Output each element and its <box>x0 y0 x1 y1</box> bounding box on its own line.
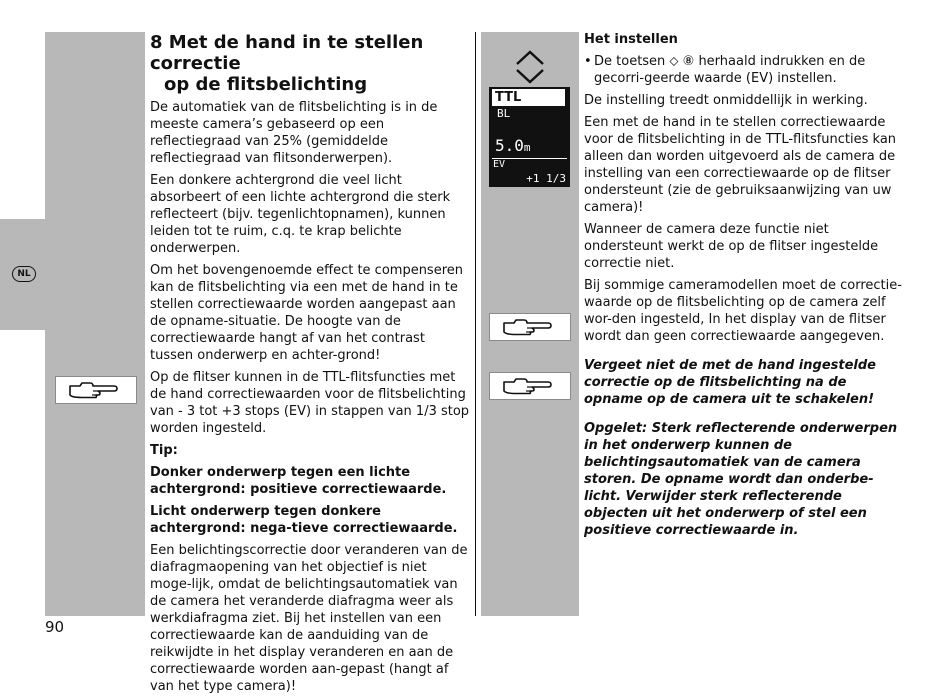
immediate-paragraph: De instelling treedt onmiddellijk in werking. <box>584 93 868 108</box>
flash-lcd-display <box>489 87 570 187</box>
display-distance <box>495 136 531 155</box>
reset-note: Vergeet niet de met de hand ingestelde correctie op de flitsbelichting na de opname op de camera uit te schakelen! <box>584 358 876 407</box>
tip-light-subject: Licht onderwerp tegen donkere achtergrond: nega-tieve correctiewaarde. <box>150 504 458 536</box>
distance-value: 5.0 <box>495 136 524 155</box>
range-paragraph: Op de flitser kunnen in de TTL-flitsfuncties met de hand correctiewaarden voor de flitsbelichting van - 3 tot +3 stops (EV) in stappen van 1/3 stop worden ingesteld. <box>150 370 470 436</box>
tip-pointing-hand-icon <box>55 376 137 404</box>
bullet-text: De toetsen ⬦ ⑧ herhaald indrukken en de gecorri-geerde waarde (EV) instellen. <box>594 54 866 86</box>
heading-line-2: op de flitsbelichting <box>164 74 368 95</box>
note-pointing-hand-icon <box>489 313 571 341</box>
left-margin-column <box>45 32 145 616</box>
left-text-column <box>150 32 472 700</box>
setting-bullet <box>584 53 906 87</box>
column-divider <box>475 32 476 616</box>
compensation-paragraph: Om het bovengenoemde effect te compenseren kan de flitsbelichting via een met de hand in te stellen correctiewaarde worden aangepast aan de opname-situatie. De hoogte van de correctiewaarde hangt af van het contrast tussen onderwerp en achter-grond! <box>150 263 463 363</box>
intro-paragraph: De automatiek van de flitsbelichting is in de meeste camera’s gebaseerd op een reflectiegraad van 25% (gemiddelde reflectiegraad van flitsonderwerpen). <box>150 100 438 166</box>
up-down-chevron-icon <box>513 50 547 88</box>
heading-line-1: 8 Met de hand in te stellen correctie <box>150 32 424 74</box>
warning-pointing-hand-icon <box>489 372 571 400</box>
language-badge: NL <box>12 266 36 282</box>
camera-models-paragraph: Bij sommige cameramodellen moet de correctie-waarde op de flitsbelichting op de camera zelf wor-den ingesteld, In het display van de flitser wordt dan geen correctiewaarde aangegeven. <box>584 278 902 344</box>
camera-support-paragraph: Een met de hand in te stellen correctiewaarde voor de flitsbelichting in de TTL-flitsfuncties kan alleen dan worden uitgevoerd als de camera de instelling van een correctiewaarde op de flitser ondersteunt (zie de gebruiksaanwijzing van uw camera)! <box>584 115 897 215</box>
bullet-dot: • <box>584 54 592 69</box>
aperture-paragraph: Een belichtingscorrectie door veranderen van de diafragmaopening van het objectief is niet moge-lijk, omdat de belichtingsautomatiek van de camera het veranderde diafragma weer als werkdiafragma ziet. Bij het instellen van een correctiewaarde kan de aanduiding van de reikwijdte in het display veranderen en aan de correctiewaarde worden aan-gepast (hangt af van het type camera)! <box>150 543 468 694</box>
tip-label: Tip: <box>150 443 178 458</box>
distance-unit: m <box>523 141 531 154</box>
section-heading <box>150 32 472 95</box>
display-ev-label: EV <box>493 159 506 170</box>
display-mode: TTL <box>492 89 565 106</box>
no-support-paragraph: Wanneer de camera deze functie niet ondersteunt werkt de op de flitser ingestelde correctie niet. <box>584 222 879 271</box>
display-sub-mode: BL <box>497 107 511 120</box>
right-text-column <box>584 31 906 544</box>
display-correction: +1 1/3 <box>526 172 566 185</box>
setting-subheading: Het instellen <box>584 32 678 47</box>
background-paragraph: Een donkere achtergrond die veel licht absorbeert of een lichte achtergrond die sterk reflecteert (bijv. tegenlichtopnamen), kunnen leiden tot te ruim, c.q. te krap belichte onderwerpen. <box>150 173 451 256</box>
page-number: 90 <box>45 618 65 636</box>
reflective-warning: Opgelet: Sterk reflecterende onderwerpen in het onderwerp kunnen de belichtingsautomatiek van de camera storen. De opname wordt dan onderbe-licht. Verwijder sterk reflecterende objecten uit het onderwerp of stel een positieve correctiewaarde in. <box>584 421 898 538</box>
tip-dark-subject: Donker onderwerp tegen een lichte achtergrond: positieve correctiewaarde. <box>150 465 447 497</box>
